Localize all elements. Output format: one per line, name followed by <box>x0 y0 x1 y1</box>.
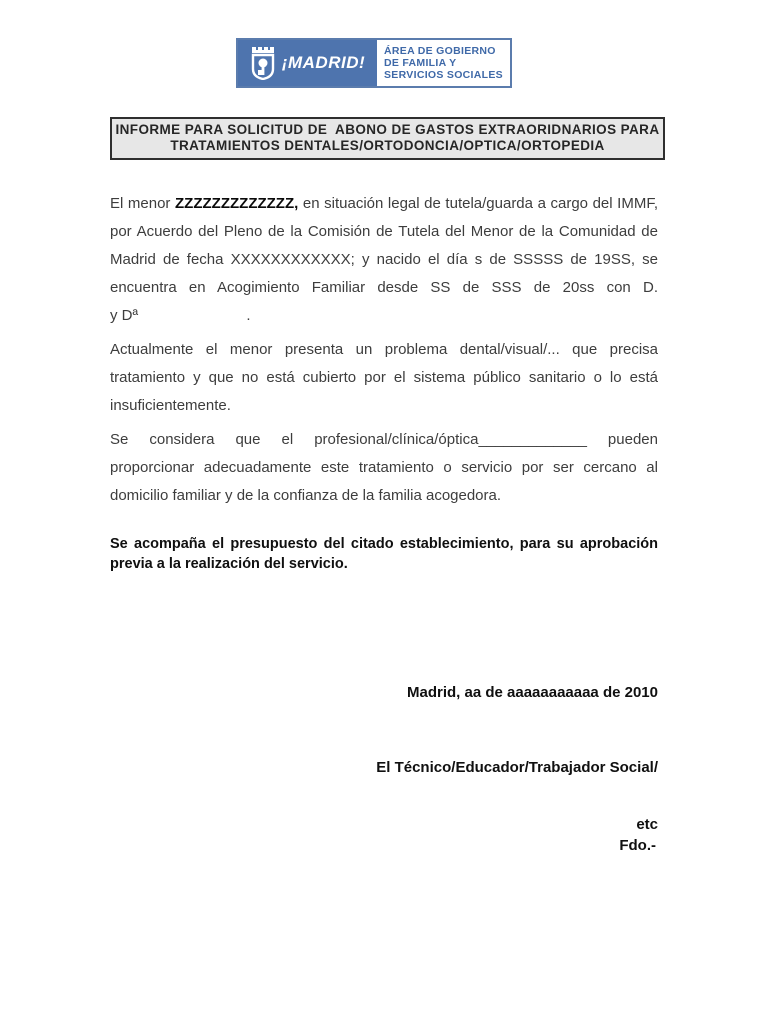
title-line-1: INFORME PARA SOLICITUD DE ABONO DE GASTOS EXTRAORIDNARIOS PARA <box>115 122 660 137</box>
paragraph-provider-justification: Se considera que el profesional/clínica/óptica_____________ pueden proporcionar adecuadamente este tratamiento o servicio por ser cercano al domicilio familiar y de la confianza de la familia acogedora. <box>110 431 663 504</box>
signer-title-line-1: El Técnico/Educador/Trabajador Social/ <box>376 759 658 776</box>
department-name-block <box>377 40 510 86</box>
document-title-box <box>110 117 665 160</box>
paragraph-minor-status <box>110 190 742 330</box>
paragraph-budget-note: Se acompaña el presupuesto del citado establecimiento, para su aprobación previa a la realización del servicio. <box>110 536 663 572</box>
paragraph-problem-description: Actualmente el menor presenta un problema dental/visual/... que precisa tratamiento y que no está cubierto por el sistema público sanitario o lo está insuficientemente. <box>110 341 663 414</box>
signer-title-line-2: etc <box>636 816 658 833</box>
signer-title-block <box>376 720 658 872</box>
madrid-logo-left-block <box>238 40 377 86</box>
madrid-coat-of-arms-icon <box>250 46 276 80</box>
madrid-wordmark: ¡MADRID! <box>281 53 366 72</box>
document-body <box>110 190 742 580</box>
signature-label: Fdo.- <box>619 837 656 854</box>
madrid-government-logo <box>236 38 512 88</box>
p1-minor-name-placeholder: ZZZZZZZZZZZZZ, <box>175 195 299 212</box>
p1-text-start: El menor <box>110 195 176 212</box>
p1-text-continued: en situación legal de tutela/guarda a cargo del IMMF, por Acuerdo del Pleno de la Comisión de Tutela del Menor de la Comunidad de Madrid de fecha XXXXXXXXXXXX; y nacido el día s de SSSSS de 19SS, se encuentra en Acogimiento Familiar desde SS de SSS de 20ss con D. y Dª . <box>110 195 742 324</box>
department-name-line: DE FAMILIA Y <box>384 57 457 69</box>
title-line-2: TRATAMIENTOS DENTALES/ORTODONCIA/OPTICA/ORTOPEDIA <box>170 138 605 153</box>
department-name-line: SERVICIOS SOCIALES <box>384 69 503 81</box>
date-line: Madrid, aa de aaaaaaaaaaa de 2010 <box>406 684 658 701</box>
department-name-line: ÁREA DE GOBIERNO <box>384 45 496 57</box>
